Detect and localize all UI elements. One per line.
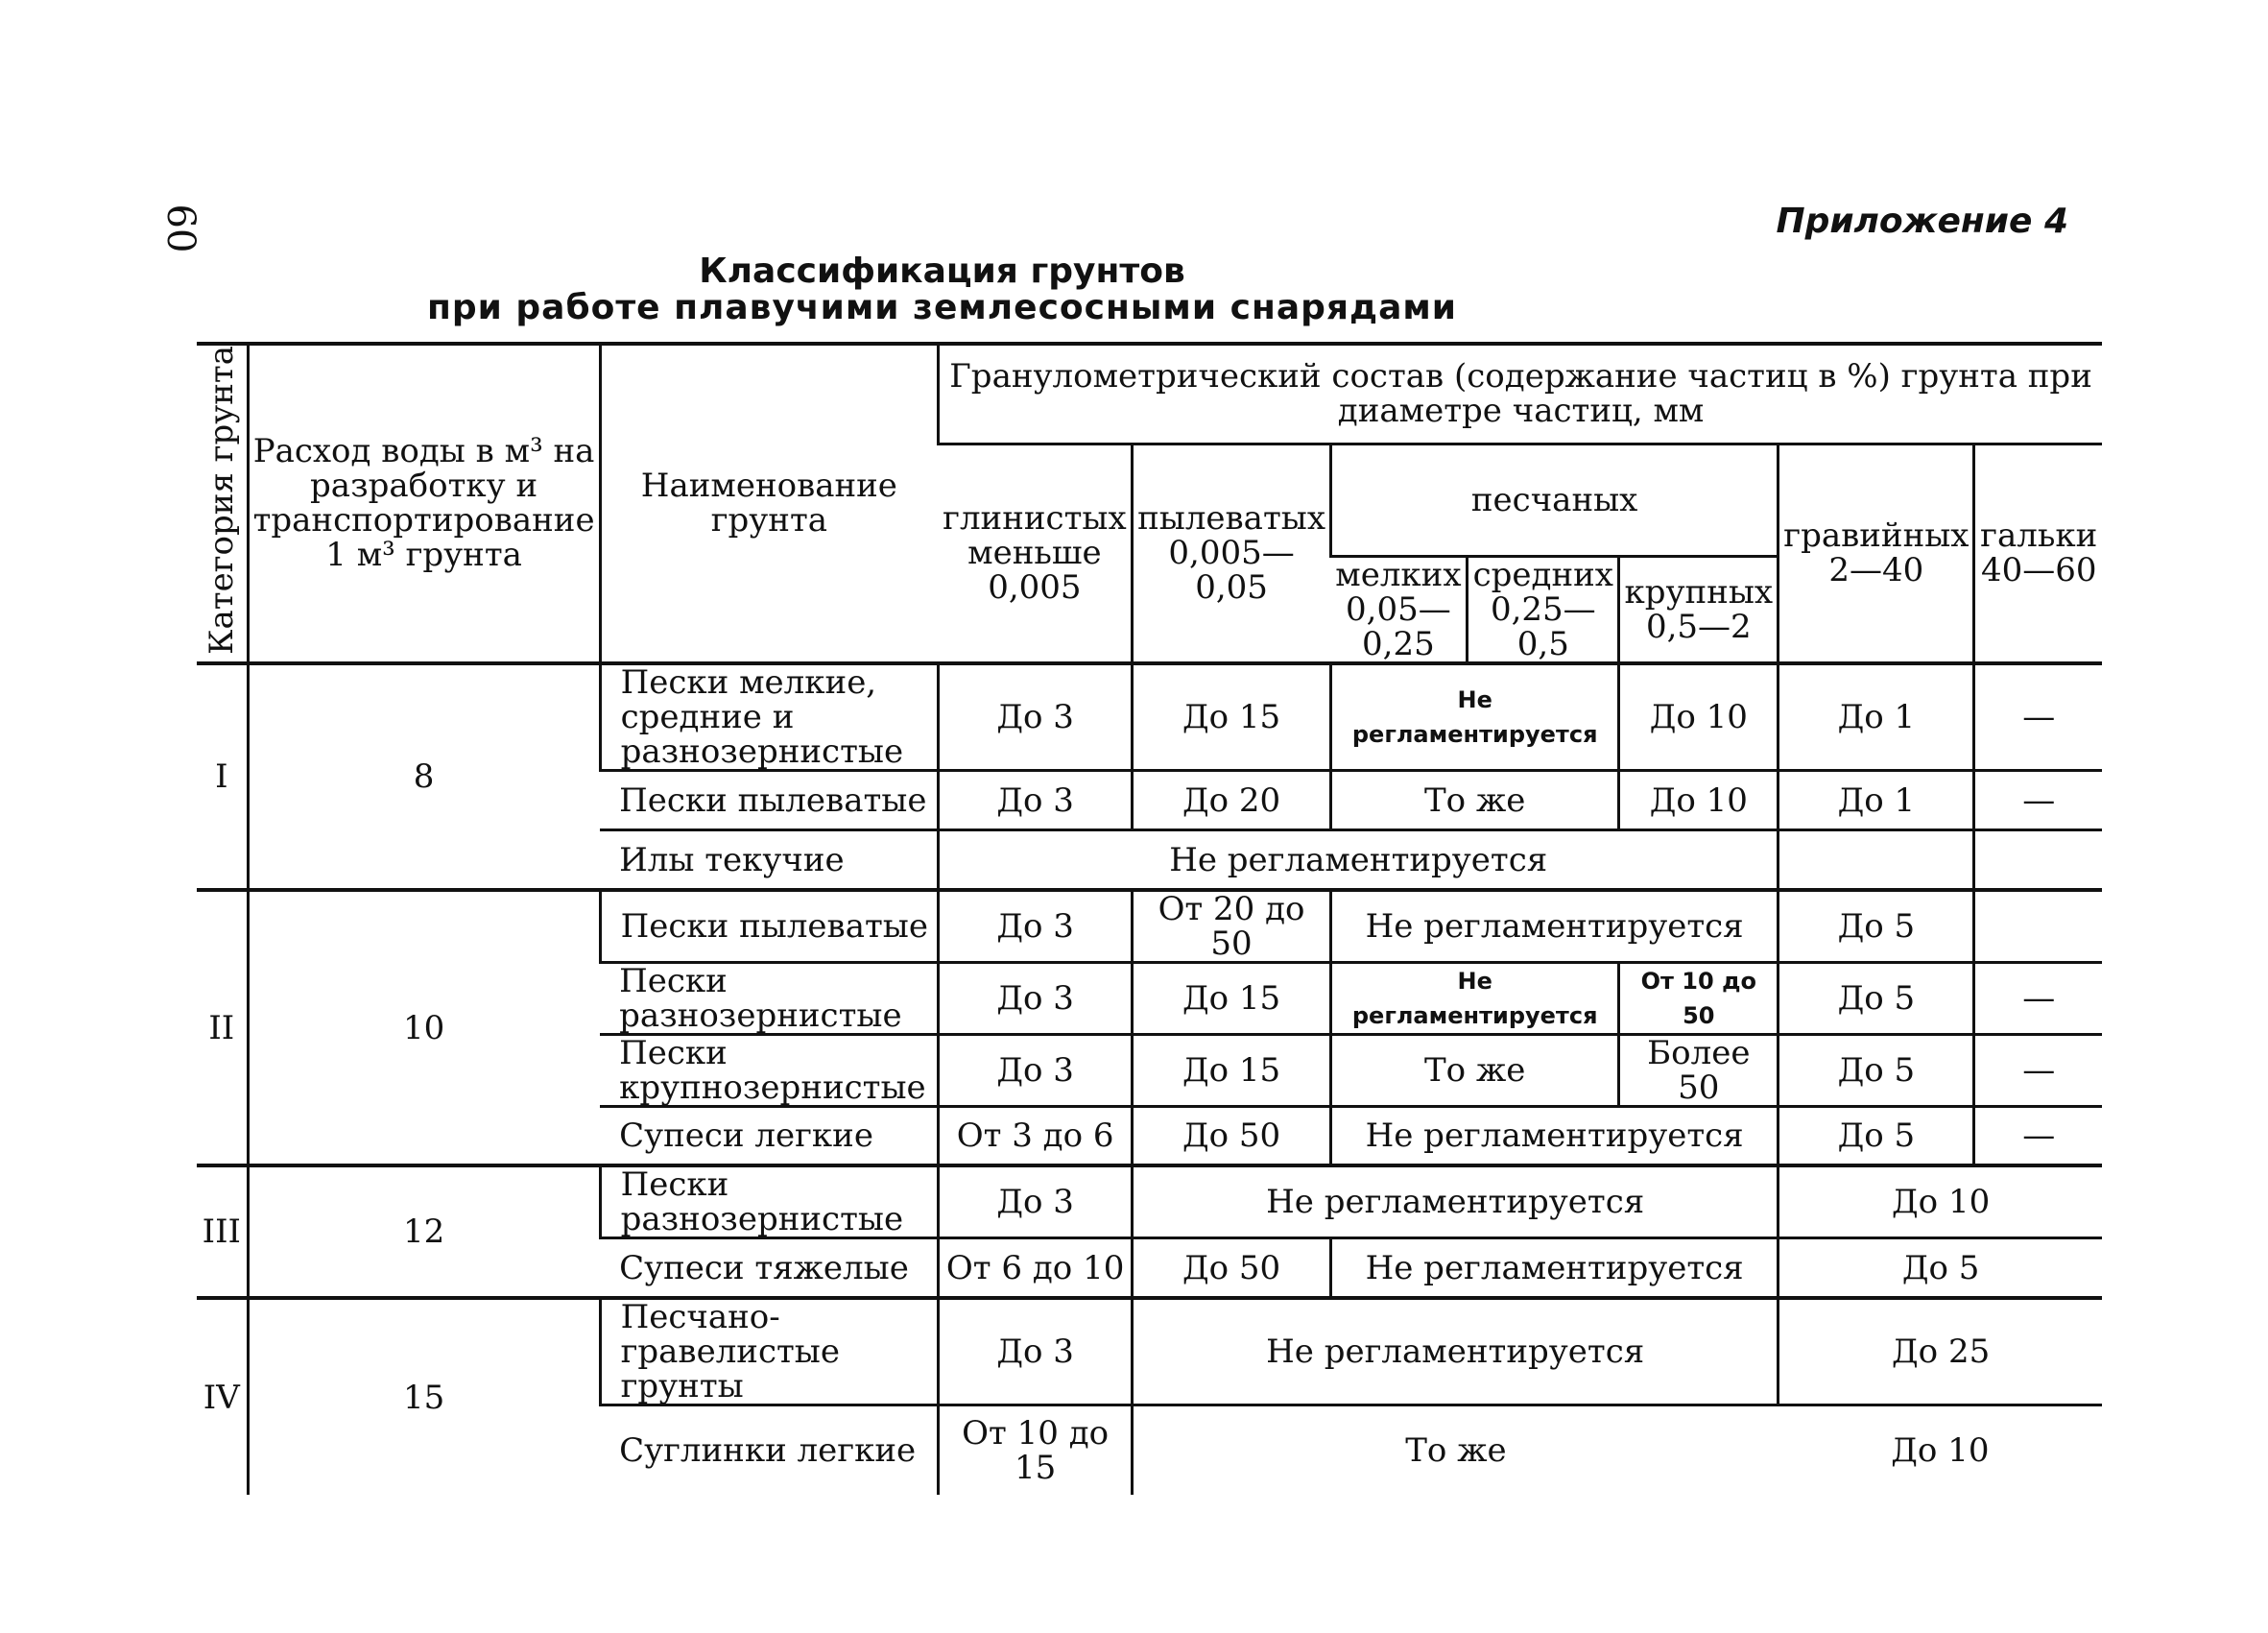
gravel-pebble-cell: До 25 (1779, 1298, 2102, 1405)
soil-name: Пески пылеватые (600, 771, 939, 830)
soil-name: Супеси тяжелые (600, 1238, 939, 1298)
gravel-cell: До 5 (1779, 890, 1974, 963)
clay-cell: От 6 до 10 (939, 1238, 1133, 1298)
soil-name: Илы текучие (600, 830, 939, 890)
gravel-cell: До 5 (1779, 1106, 1974, 1165)
soil-name: Супеси легкие (600, 1106, 939, 1165)
sand-cell: Не регламентируется (1331, 1106, 1779, 1165)
sand-cell: Не регламентируется (1331, 1238, 1779, 1298)
silt-cell: До 20 (1133, 771, 1331, 830)
merged-cell: Не регламентируется (1133, 1165, 1779, 1238)
coarse-cell: До 10 (1619, 663, 1779, 771)
gravel-cell: До 1 (1779, 663, 1974, 771)
gravel-pebble-cell: До 10 (1779, 1165, 2102, 1238)
silt-cell: До 50 (1133, 1106, 1331, 1165)
merged-cell: То же (1133, 1405, 1779, 1495)
sand-cell: То же (1331, 771, 1619, 830)
sand-cell: Не регламентируется (1331, 663, 1619, 771)
water-cell: 15 (248, 1298, 600, 1496)
soil-name: Пески крупнозернистые (600, 1034, 939, 1106)
water-cell: 10 (248, 890, 600, 1166)
header-category: Категория грунта (197, 344, 248, 663)
clay-cell: До 3 (939, 663, 1133, 771)
gravel-pebble-cell: До 10 (1891, 1431, 1990, 1471)
category-cell: II (197, 890, 248, 1166)
header-sand-fine: мелких 0,05—0,25 (1331, 556, 1468, 663)
header-granulometric: Гранулометрический состав (содержание частиц в %) грунта при диаметре частиц, мм (939, 344, 2102, 444)
header-gravel: гравийных 2—40 (1779, 444, 1974, 663)
merged-cell: Не регламентируется (1133, 1298, 1779, 1405)
table-row (197, 1165, 2102, 1238)
category-cell: III (197, 1165, 248, 1298)
table-row (197, 663, 2102, 771)
header-sand: песчаных (1331, 444, 1779, 556)
pebble-cell: — (1974, 1106, 2102, 1165)
clay-cell: До 3 (939, 962, 1133, 1034)
soil-name: Пески мелкие, средние и разнозернистые (600, 663, 939, 771)
clay-cell: До 3 (939, 890, 1133, 963)
sand-cell: Не регламентируется (1331, 890, 1779, 963)
table-row (197, 890, 2102, 963)
soil-name: Пески разнозернистые (600, 1165, 939, 1238)
coarse-cell: До 10 (1619, 771, 1779, 830)
soil-name: Песчано-гравелистые грунты (600, 1298, 939, 1405)
pebble-cell: — (1974, 1034, 2102, 1106)
header-clay: глинистых меньше 0,005 (939, 444, 1133, 663)
pebble-cell: — (1974, 663, 2102, 771)
page-number: 60 (158, 204, 203, 253)
clay-cell: До 3 (939, 1298, 1133, 1405)
header-name: Наименование грунта (600, 344, 939, 663)
coarse-cell: Более 50 (1619, 1034, 1779, 1106)
soil-name: Пески пылеватые (600, 890, 939, 963)
gravel-cell: До 5 (1779, 962, 1974, 1034)
category-cell: I (197, 663, 248, 890)
silt-cell: До 50 (1133, 1238, 1331, 1298)
header-pebble: гальки 40—60 (1974, 444, 2102, 663)
clay-cell: До 3 (939, 1034, 1133, 1106)
gravel-cell: До 1 (1779, 771, 1974, 830)
silt-cell: До 15 (1133, 1034, 1331, 1106)
clay-cell: До 3 (939, 1165, 1133, 1238)
water-cell: 12 (248, 1165, 600, 1298)
gravel-cell (1779, 830, 1974, 890)
soil-name: Пески разнозернистые (600, 962, 939, 1034)
header-sand-coarse: крупных 0,5—2 (1619, 556, 1779, 663)
water-cell: 8 (248, 663, 600, 890)
pebble-cell: — (1974, 771, 2102, 830)
category-cell: IV (203, 1378, 240, 1417)
table-subtitle: при работе плавучими землесосными снарядами (426, 288, 1458, 327)
table-row (197, 1298, 2102, 1405)
sand-cell: Не регламентируется (1331, 962, 1619, 1034)
appendix-label: Приложение 4 (1776, 202, 2068, 241)
clay-cell: До 3 (939, 771, 1133, 830)
pebble-cell (1974, 830, 2102, 890)
header-water: Расход воды в м³ на разработку и транспортирование 1 м³ грунта (248, 344, 600, 663)
header-sand-medium: средних 0,25—0,5 (1468, 556, 1619, 663)
silt-cell: От 20 до 50 (1133, 890, 1331, 963)
coarse-cell: От 10 до 50 (1619, 962, 1779, 1034)
clay-cell: От 3 до 6 (939, 1106, 1133, 1165)
silt-cell: До 15 (1133, 962, 1331, 1034)
silt-cell: До 15 (1133, 663, 1331, 771)
merged-cell: Не регламентируется (939, 830, 1779, 890)
pebble-cell: — (1974, 962, 2102, 1034)
soil-classification-table (197, 342, 2102, 1495)
gravel-pebble-cell: До 5 (1779, 1238, 2102, 1298)
soil-name: Суглинки легкие (619, 1431, 917, 1471)
pebble-cell (1974, 890, 2102, 963)
table-title: Классификация грунтов (699, 252, 1185, 291)
gravel-cell: До 5 (1779, 1034, 1974, 1106)
clay-cell: От 10 до 15 (939, 1405, 1133, 1495)
header-silt: пылеватых 0,005—0,05 (1133, 444, 1331, 663)
sand-cell: То же (1331, 1034, 1619, 1106)
